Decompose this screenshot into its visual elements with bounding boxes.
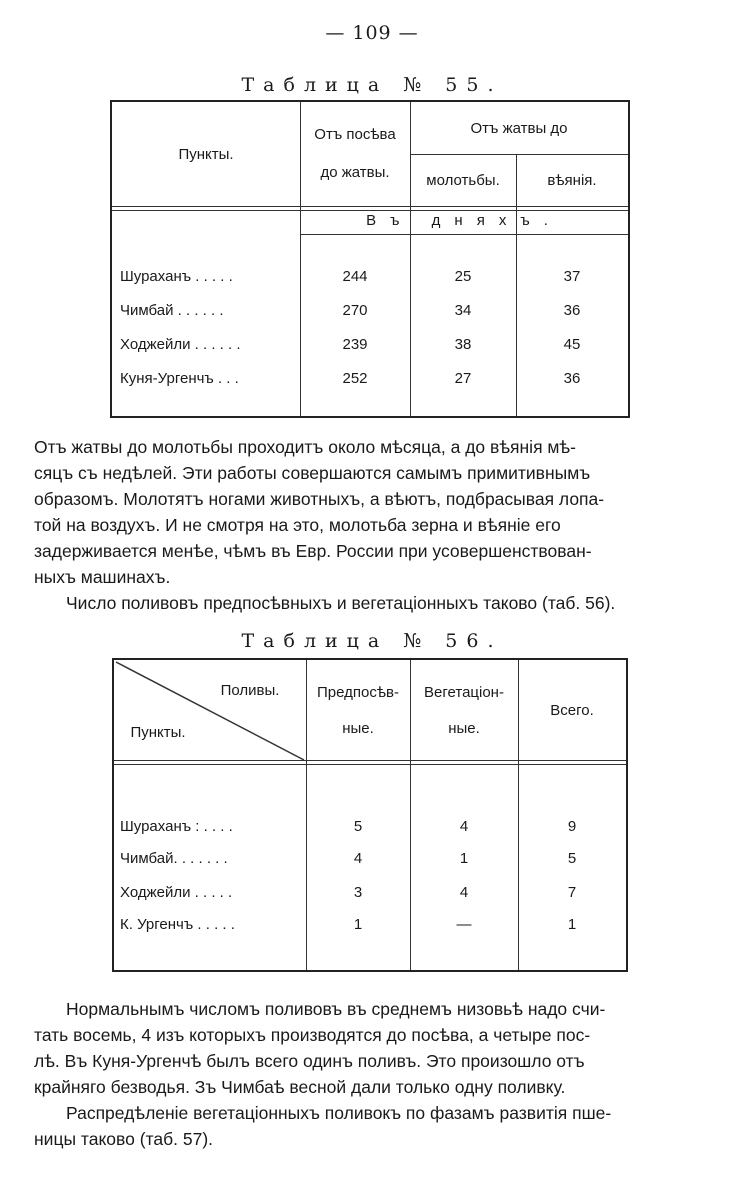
- header-col23-top: Отъ жатвы до: [470, 120, 568, 137]
- header-col1-line1: Предпосѣв-: [316, 684, 399, 701]
- paragraph-2: Число поливовъ предпосѣвныхъ и вегетаціонныхъ таково (таб. 56).: [66, 593, 616, 613]
- header-points: Пункты.: [130, 724, 186, 741]
- header-col1-line1: Отъ посѣва: [314, 126, 396, 143]
- header-col2-line1: Вегетаціон-: [424, 684, 504, 701]
- units-label: Въ дняхъ.: [366, 212, 562, 229]
- table-56-caption: Таблица № 56.: [241, 630, 503, 652]
- page-number: — 109 —: [325, 22, 419, 44]
- paragraph-3: Нормальнымъ числомъ поливовъ въ среднемъ низовьѣ надо счи- тать восемь, 4 изъ которыхъ производятся до посѣва, а четыре пос- лѣ. Въ Куня-Ургенчѣ былъ всего одинъ поливъ. Это произошло отъ крайняго безводья. Зъ Чимбаѣ весной дали только одну поливку.: [34, 999, 606, 1097]
- header-col2: молотьбы.: [426, 172, 500, 189]
- paragraph-4: Распредѣленіе вегетаціонныхъ поливокъ по фазамъ развитія пше- ницы таково (таб. 57).: [34, 1103, 612, 1149]
- header-col1-line2: до жатвы.: [320, 164, 390, 181]
- header-points: Пункты.: [178, 146, 234, 163]
- header-col2-line2: ные.: [448, 720, 480, 737]
- paragraph-1: Отъ жатвы до молотьбы проходитъ около мѣсяца, а до вѣянія мѣ- сяцъ съ недѣлей. Эти работы совершаются самымъ примитивнымъ образомъ. Молотятъ ногами животныхъ, а вѣютъ, подбрасывая лопа- той на воздухъ. И не смотря на это, молотьба зерна и вѣяніе его задерживается менѣе, чѣмъ въ Евр. России при усовершенствован- ныхъ машинахъ.: [34, 437, 605, 587]
- table-56: Поливы. Пункты. Предпосѣв- ные. Вегетаціон- ные. Всего. Шураханъ : . . . . 5 4 9 Чимбай. . . . . . . 4 1 5 Ходжейли . . . . . 3 4 7 К. Ургенчъ . . . . . 1 — 1: [112, 658, 628, 972]
- table-55: Пункты. Отъ посѣва до жатвы. Отъ жатвы до молотьбы. вѣянія. Въ дняхъ. Шураханъ . . . . . 244 25 37 Чимбай . . . . . . 270 34 36 Ходжейли . . . . . . 239 38 45 Куня-Ургенчъ . . . 252 27 36: [110, 100, 630, 418]
- header-col1-line2: ные.: [342, 720, 374, 737]
- header-col3: вѣянія.: [547, 172, 597, 189]
- diagonal-divider: [114, 660, 308, 764]
- header-polivy: Поливы.: [220, 682, 280, 699]
- table-55-caption: Таблица № 55.: [241, 74, 503, 96]
- header-col3: Всего.: [550, 702, 594, 719]
